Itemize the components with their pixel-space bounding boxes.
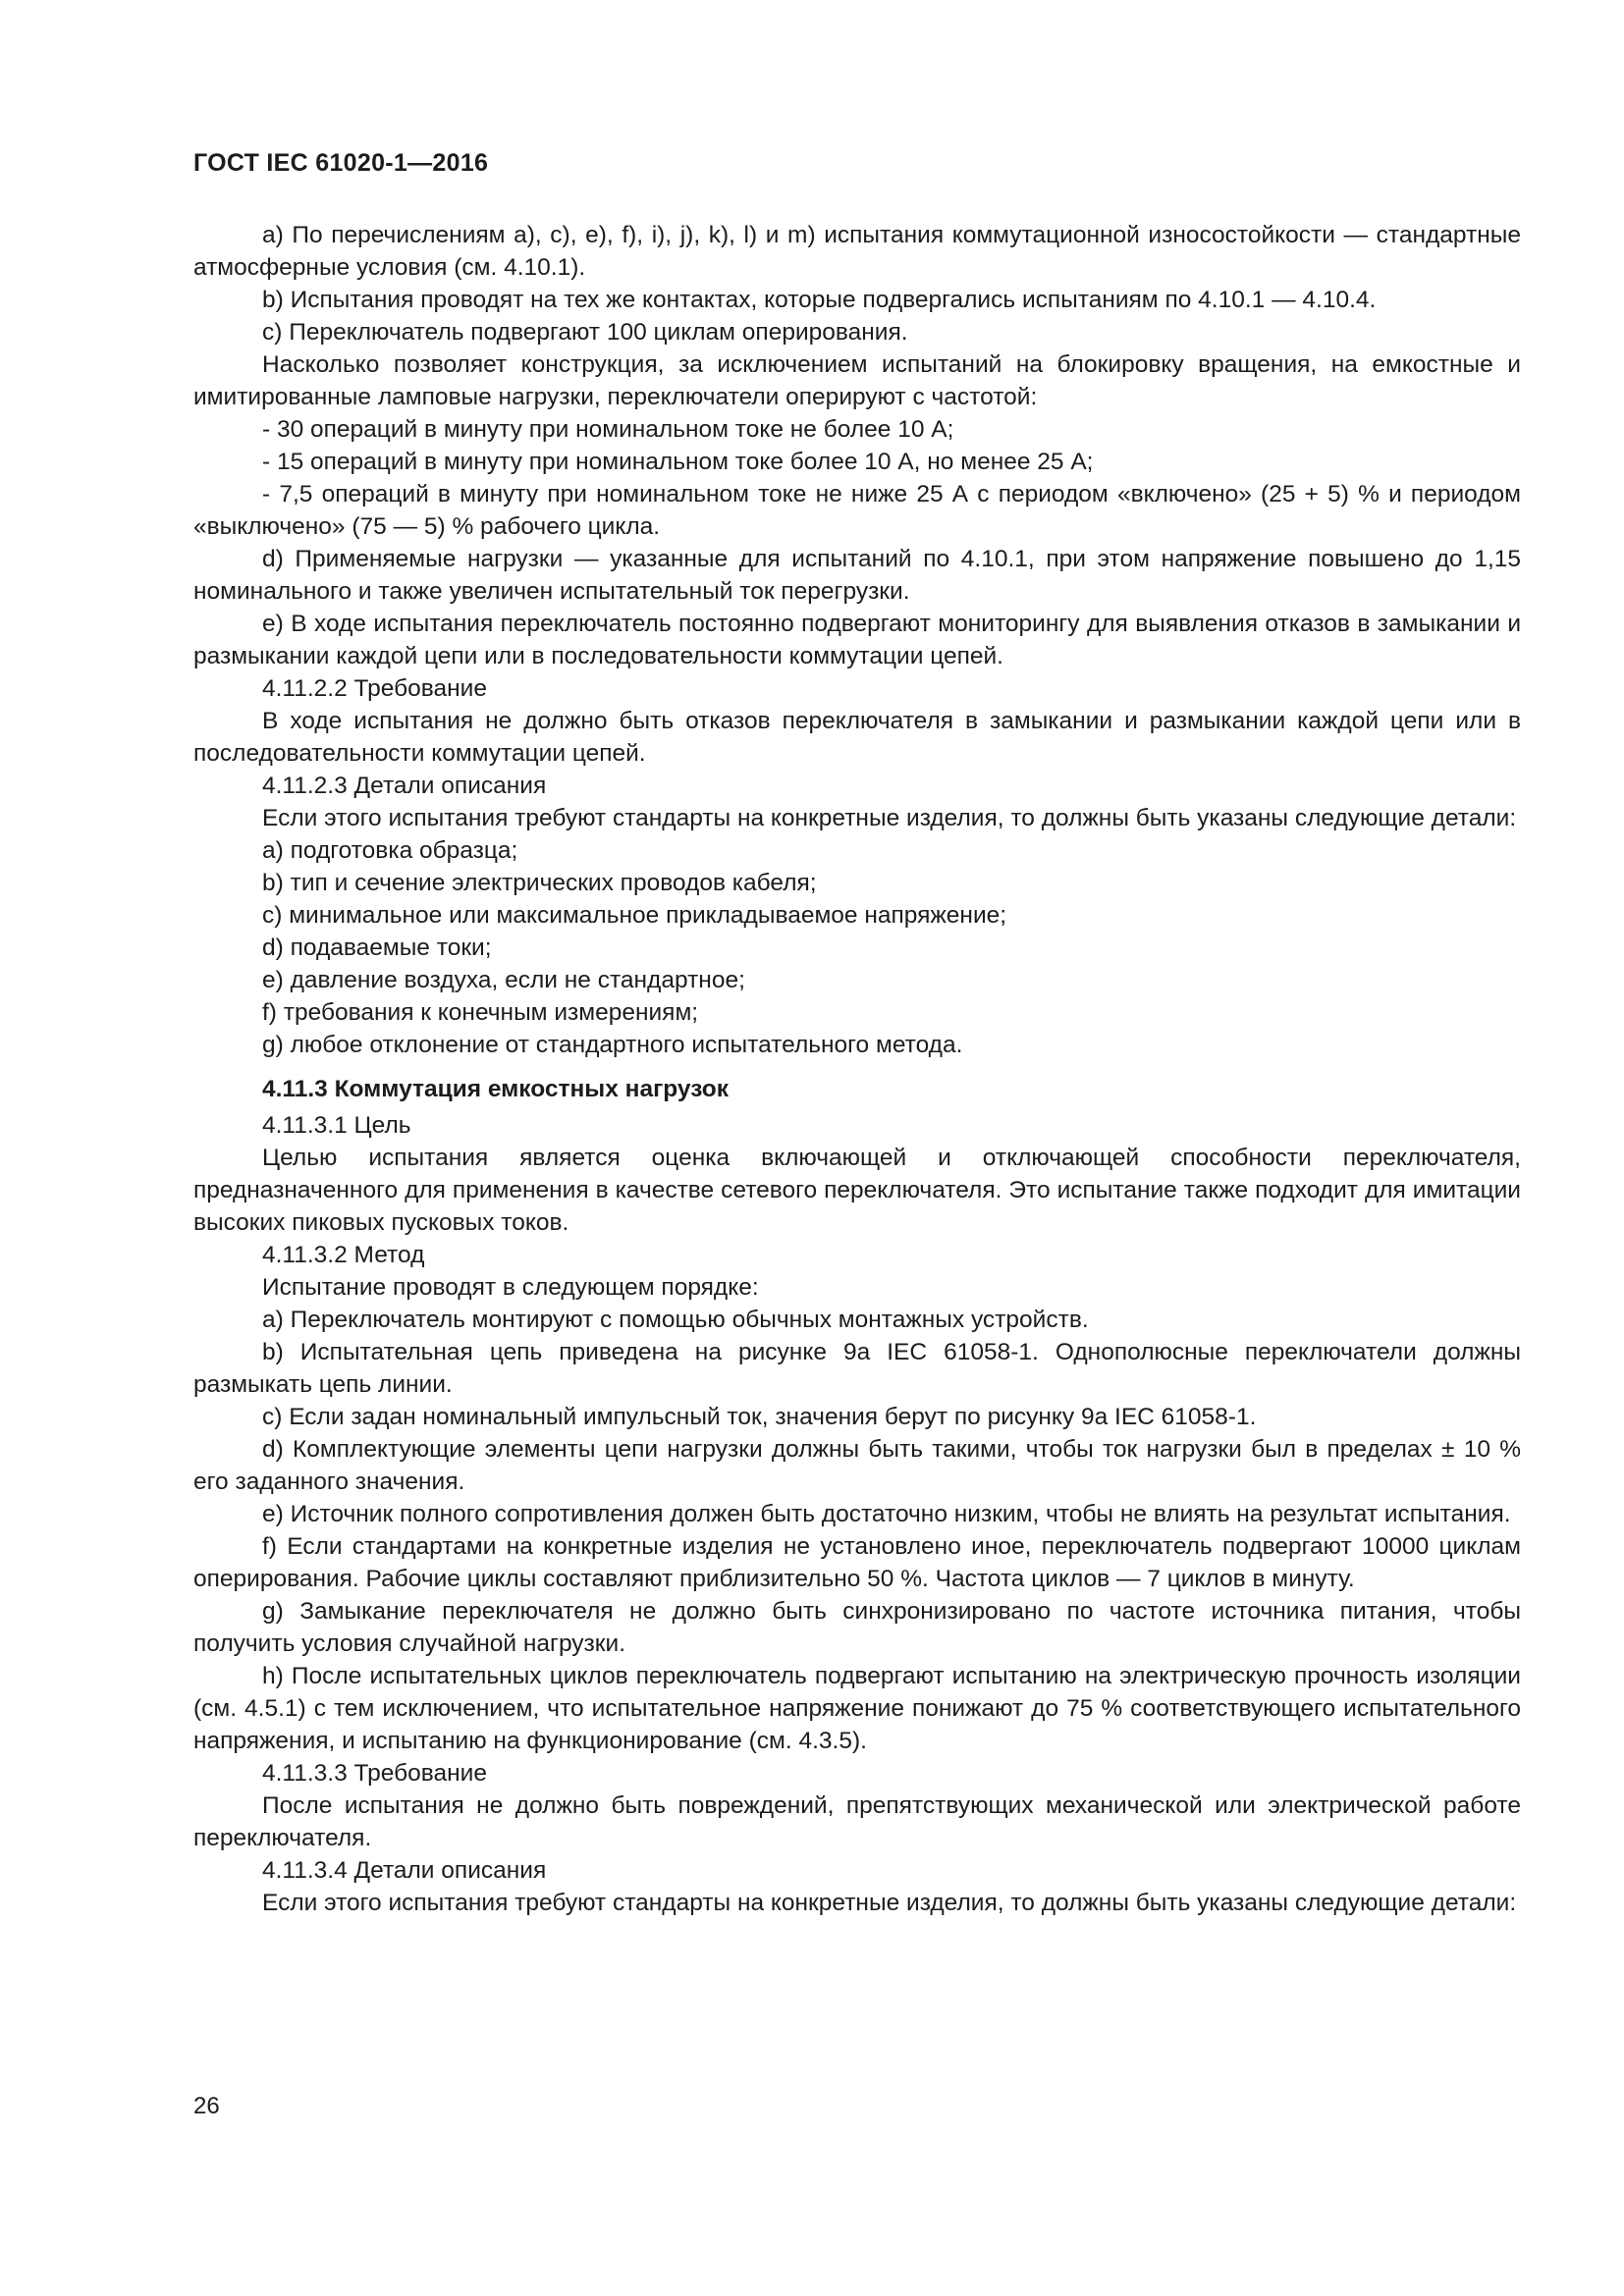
list-item: f) Если стандартами на конкретные изделия не установлено иное, переключатель подвергают 10000 циклам оперирования. Рабочие циклы составляют приблизительно 50 %. Частота циклов — 7 циклов в минуту. (193, 1533, 1521, 1592)
subsection-title: 4.11.3.1 Цель (262, 1112, 411, 1139)
paragraph: В ходе испытания не должно быть отказов переключателя в замыкании и размыкании каждой цепи или в последовательности коммутации цепей. (193, 708, 1521, 767)
list-item: а) подготовка образца; (262, 837, 518, 864)
list-item: е) давление воздуха, если не стандартное; (262, 967, 745, 993)
paragraph: b) Испытания проводят на тех же контактах, которые подвергались испытаниям по 4.10.1 — 4.10.4. (262, 287, 1377, 313)
list-item: h) После испытательных циклов переключатель подвергают испытанию на электрическую прочность изоляции (см. 4.5.1) с тем исключением, что испытательное напряжение понижают до 75 % соответствующего испытательного напряжения, и испытанию на функционирование (см. 4.3.5). (193, 1663, 1521, 1754)
document-body (193, 219, 1521, 1919)
list-item: с) Если задан номинальный импульсный ток, значения берут по рисунку 9а IEC 61058-1. (262, 1404, 1257, 1430)
list-item: b) тип и сечение электрических проводов кабеля; (262, 870, 817, 896)
list-item: d) подаваемые токи; (262, 934, 492, 961)
paragraph: Насколько позволяет конструкция, за исключением испытаний на блокировку вращения, на емкостные и имитированные ламповые нагрузки, переключатели оперируют с частотой: (193, 351, 1521, 410)
paragraph: а) По перечислениям а), с), е), f), i), j), k), l) и m) испытания коммутационной износостойкости — стандартные атмосферные условия (см. 4.10.1). (193, 222, 1521, 281)
list-item: а) Переключатель монтируют с помощью обычных монтажных устройств. (262, 1307, 1089, 1333)
subsection-title: 4.11.2.3 Детали описания (262, 773, 547, 799)
paragraph: с) Переключатель подвергают 100 циклам оперирования. (262, 319, 908, 346)
paragraph: е) В ходе испытания переключатель постоянно подвергают мониторингу для выявления отказов в замыкании и размыкании каждой цепи или в последовательности коммутации цепей. (193, 611, 1521, 669)
subsection-title: 4.11.2.2 Требование (262, 675, 487, 702)
paragraph: Испытание проводят в следующем порядке: (262, 1274, 759, 1301)
paragraph: Целью испытания является оценка включающей и отключающей способности переключателя, предназначенного для применения в качестве сетевого переключателя. Это испытание также подходит для имитации высоких пиковых пусковых токов. (193, 1145, 1521, 1236)
list-item: g) любое отклонение от стандартного испытательного метода. (262, 1032, 963, 1058)
list-item: - 7,5 операций в минуту при номинальном токе не ниже 25 А с периодом «включено» (25 + 5) % и периодом «выключено» (75 — 5) % рабочего цикла. (193, 481, 1521, 540)
list-item: - 15 операций в минуту при номинальном токе более 10 А, но менее 25 А; (262, 449, 1094, 475)
list-item: е) Источник полного сопротивления должен быть достаточно низким, чтобы не влиять на результат испытания. (262, 1501, 1511, 1527)
paragraph: Если этого испытания требуют стандарты на конкретные изделия, то должны быть указаны следующие детали: (262, 805, 1517, 831)
list-item: g) Замыкание переключателя не должно быть синхронизировано по частоте источника питания, чтобы получить условия случайной нагрузки. (193, 1598, 1521, 1657)
paragraph: d) Применяемые нагрузки — указанные для испытаний по 4.10.1, при этом напряжение повышено до 1,15 номинального и также увеличен испытательный ток перегрузки. (193, 546, 1521, 605)
paragraph: После испытания не должно быть повреждений, препятствующих механической или электрической работе переключателя. (193, 1792, 1521, 1851)
page-number: 26 (193, 2093, 220, 2119)
list-item: с) минимальное или максимальное прикладываемое напряжение; (262, 902, 1007, 929)
list-item: d) Комплектующие элементы цепи нагрузки должны быть такими, чтобы ток нагрузки был в пределах ± 10 % его заданного значения. (193, 1436, 1521, 1495)
subsection-title: 4.11.3.2 Метод (262, 1242, 425, 1268)
document-header: ГОСТ IEC 61020-1—2016 (193, 149, 489, 177)
subsection-title: 4.11.3.4 Детали описания (262, 1857, 547, 1884)
paragraph: Если этого испытания требуют стандарты на конкретные изделия, то должны быть указаны следующие детали: (262, 1890, 1517, 1916)
list-item: b) Испытательная цепь приведена на рисунке 9а IEC 61058-1. Однополюсные переключатели должны размыкать цепь линии. (193, 1339, 1521, 1398)
list-item: f) требования к конечным измерениям; (262, 999, 699, 1026)
subsection-title: 4.11.3.3 Требование (262, 1760, 487, 1787)
section-heading: 4.11.3 Коммутация емкостных нагрузок (262, 1076, 730, 1102)
list-item: - 30 операций в минуту при номинальном токе не более 10 А; (262, 416, 954, 443)
